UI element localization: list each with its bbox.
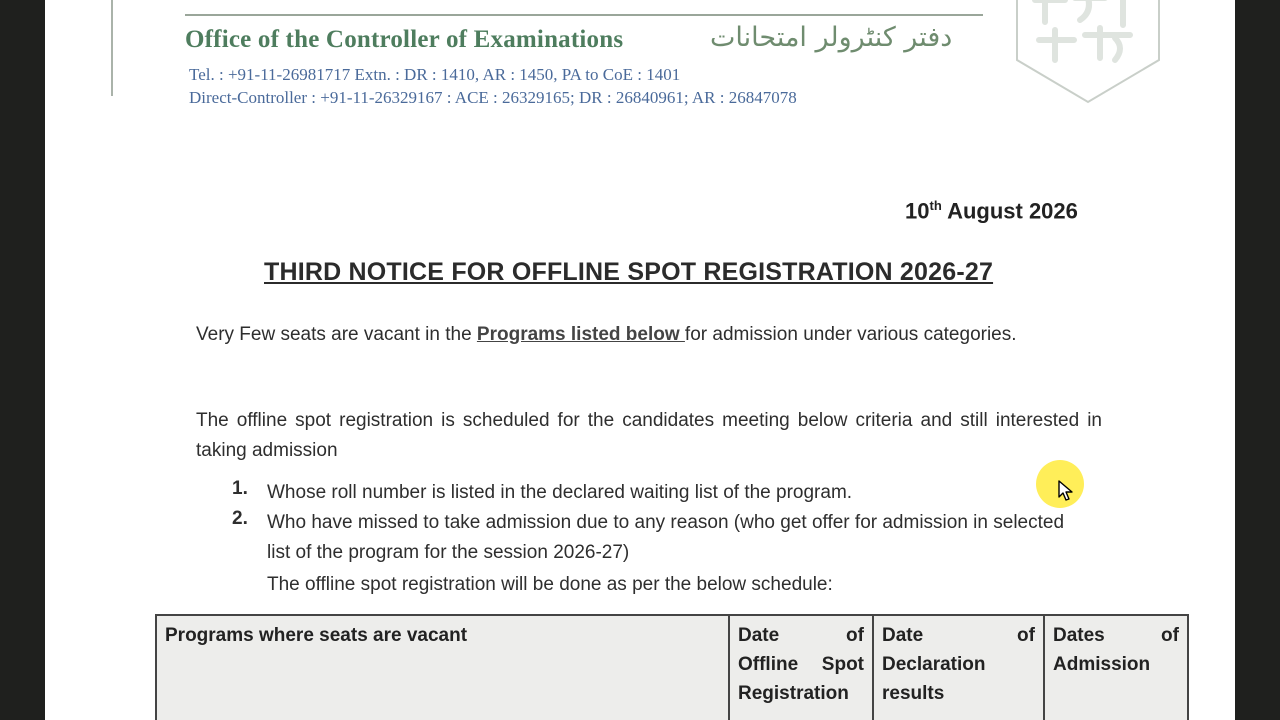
document-page [45,0,1235,720]
schedule-table [155,614,1189,720]
office-title-urdu: دفتر کنٹرولر امتحانات [710,22,953,53]
programs-listed-link: Programs listed below [476,324,685,345]
criteria-number: 2. [232,508,248,529]
intro-text-end: for admission under various categories. [684,324,1017,345]
header-left-rule [111,0,113,96]
telephone-line: Tel. : +91-11-26981717 Extn. : DR : 1410, AR : 1450, PA to CoE : 1401 [189,65,681,84]
date-day: 10 [905,198,930,224]
notice-title: THIRD NOTICE FOR OFFLINE SPOT REGISTRATION 2026-27 [264,258,994,286]
schedule-intro: The offline spot registration will be done as per the below schedule: [267,574,833,595]
date-suffix: th [929,198,942,213]
mouse-pointer-icon [1058,480,1074,502]
office-title: Office of the Controller of Examinations [185,26,624,53]
column-header-programs: Programs where seats are vacant [156,615,729,720]
intro-paragraph [196,318,1102,352]
intro-text-start: Very Few seats are vacant in the [196,324,477,345]
header-top-rule [185,14,983,16]
table-header-row [156,615,1188,720]
notice-date [905,198,1078,224]
criteria-text: Who have missed to take admission due to any reason (who get offer for admission in selected list of the program for the session 2026-27) [267,512,1065,563]
criteria-paragraph: The offline spot registration is scheduled for the candidates meeting below criteria and still interested in taking admission [196,410,1102,461]
column-header-declaration-date: Date of Declaration results [873,615,1044,720]
column-header-registration-date: Date of Offline Spot Registration [729,615,873,720]
criteria-number: 1. [232,478,248,499]
column-header-admission-dates: Dates of Admission [1044,615,1188,720]
university-logo-icon [1015,0,1161,104]
date-month-year: August 2026 [947,198,1078,224]
criteria-text: Whose roll number is listed in the declared waiting list of the program. [267,482,853,503]
direct-contact-line: Direct-Controller : +91-11-26329167 : ACE : 26329165; DR : 26840961; AR : 26847078 [189,88,797,107]
